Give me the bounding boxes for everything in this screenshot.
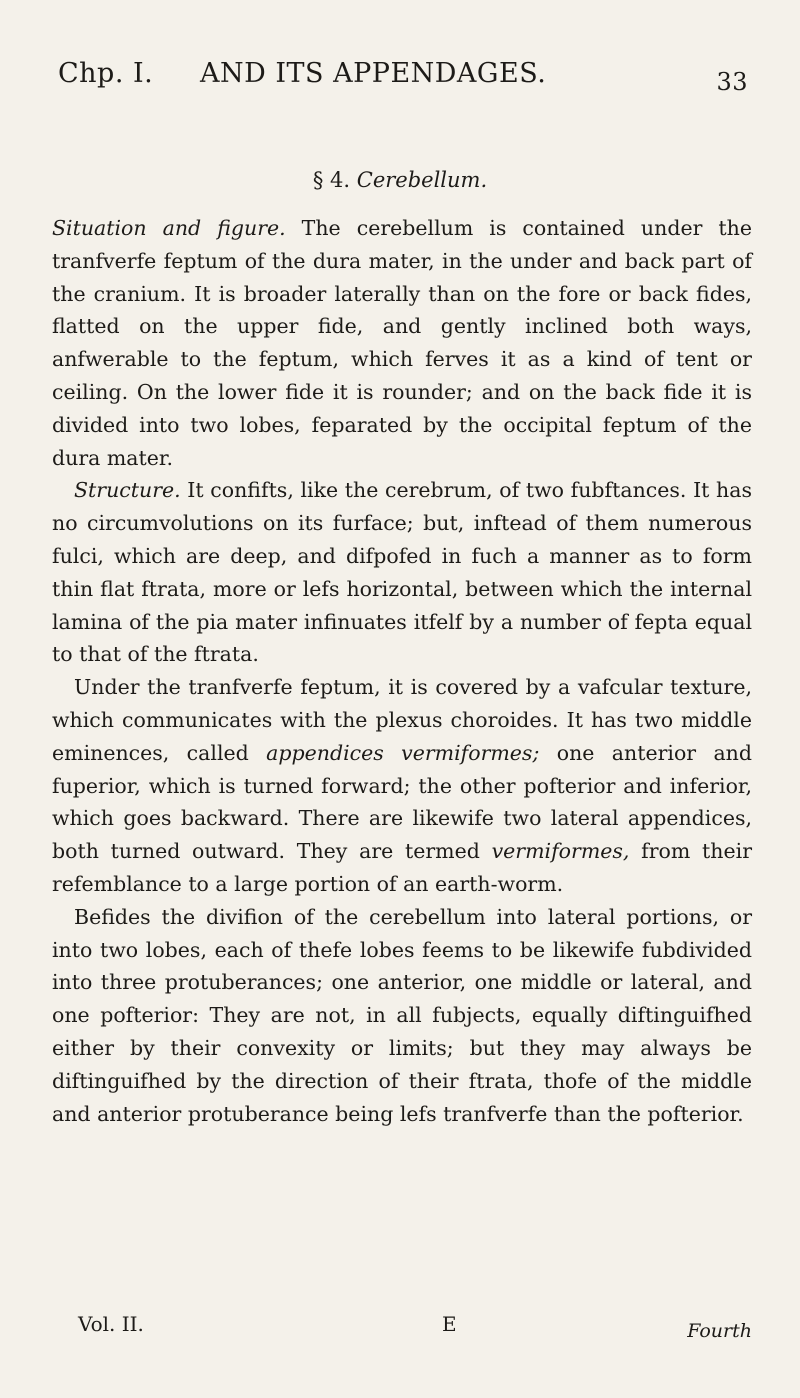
page-number: 33: [716, 68, 748, 96]
paragraph-appendices: [52, 671, 752, 901]
paragraph-text: Befides the divifion of the cerebellum into lateral portions, or into two lobes, each of thefe lobes feems to be likewife fubdivided into three protuberances; one anterior, one middle or lateral, and one pofterior: They are not, in all fubjects, equally diftinguifhed either by their convexity or limits; but they may always be diftinguifhed by the direction of their ftrata, thofe of the middle and anterior protuberance being lefs tranfverfe than the pofterior.: [52, 904, 752, 1126]
catchword: Fourth: [687, 1320, 752, 1342]
paragraph-lead: Structure.: [74, 478, 181, 503]
paragraph-lobes: [52, 901, 752, 1131]
signature-mark: E: [442, 1312, 457, 1336]
text-run: from their refemblance to a large portion of an earth-worm.: [52, 839, 752, 896]
text-run: one anterior and fuperior, which is turned forward; the other pofterior and inferior, which goes backward. There are likewife two lateral appendices, both turned outward. They are termed: [52, 740, 753, 864]
text-run-italic: vermiformes,: [491, 839, 630, 864]
paragraph-structure: [52, 474, 752, 671]
running-head: [58, 58, 748, 98]
chapter-label: Chp. I.: [58, 58, 154, 89]
volume-label: Vol. II.: [78, 1312, 144, 1336]
section-heading: [0, 168, 800, 192]
section-number: § 4.: [312, 168, 351, 192]
paragraph-text: It confifts, like the cerebrum, of two fubftances. It has no circumvolutions on its furface; but, inftead of them numerous fulci, which are deep, and difpofed in fuch a manner as to form thin flat ftrata, more or lefs horizontal, between which the internal lamina of the pia mater infinuates itfelf by a number of fepta equal to that of the ftrata.: [52, 478, 752, 667]
paragraph-situation: [52, 212, 752, 474]
text-run-italic: appendices vermiformes;: [266, 740, 540, 765]
text-run: Under the tranfverfe feptum, it is covered by a vafcular texture, which communicates with the plexus choroides. It has two middle eminences, called: [52, 675, 752, 765]
paragraph-text: The cerebellum is contained under the tranfverfe feptum of the dura mater, in the under and back part of the cranium. It is broader laterally than on the fore or back fides, flatted on the upper fide, and gently inclined both ways, anfwerable to the feptum, which ferves it as a kind of tent or ceiling. On the lower fide it is rounder; and on the back fide it is divided into two lobes, feparated by the occipital feptum of the dura mater.: [52, 216, 752, 470]
running-title: AND ITS APPENDAGES.: [200, 58, 547, 89]
page-footer: [52, 1312, 752, 1352]
section-title: Cerebellum.: [356, 168, 488, 192]
paragraph-lead: Situation and figure.: [52, 216, 286, 240]
body-text: [52, 212, 752, 1130]
